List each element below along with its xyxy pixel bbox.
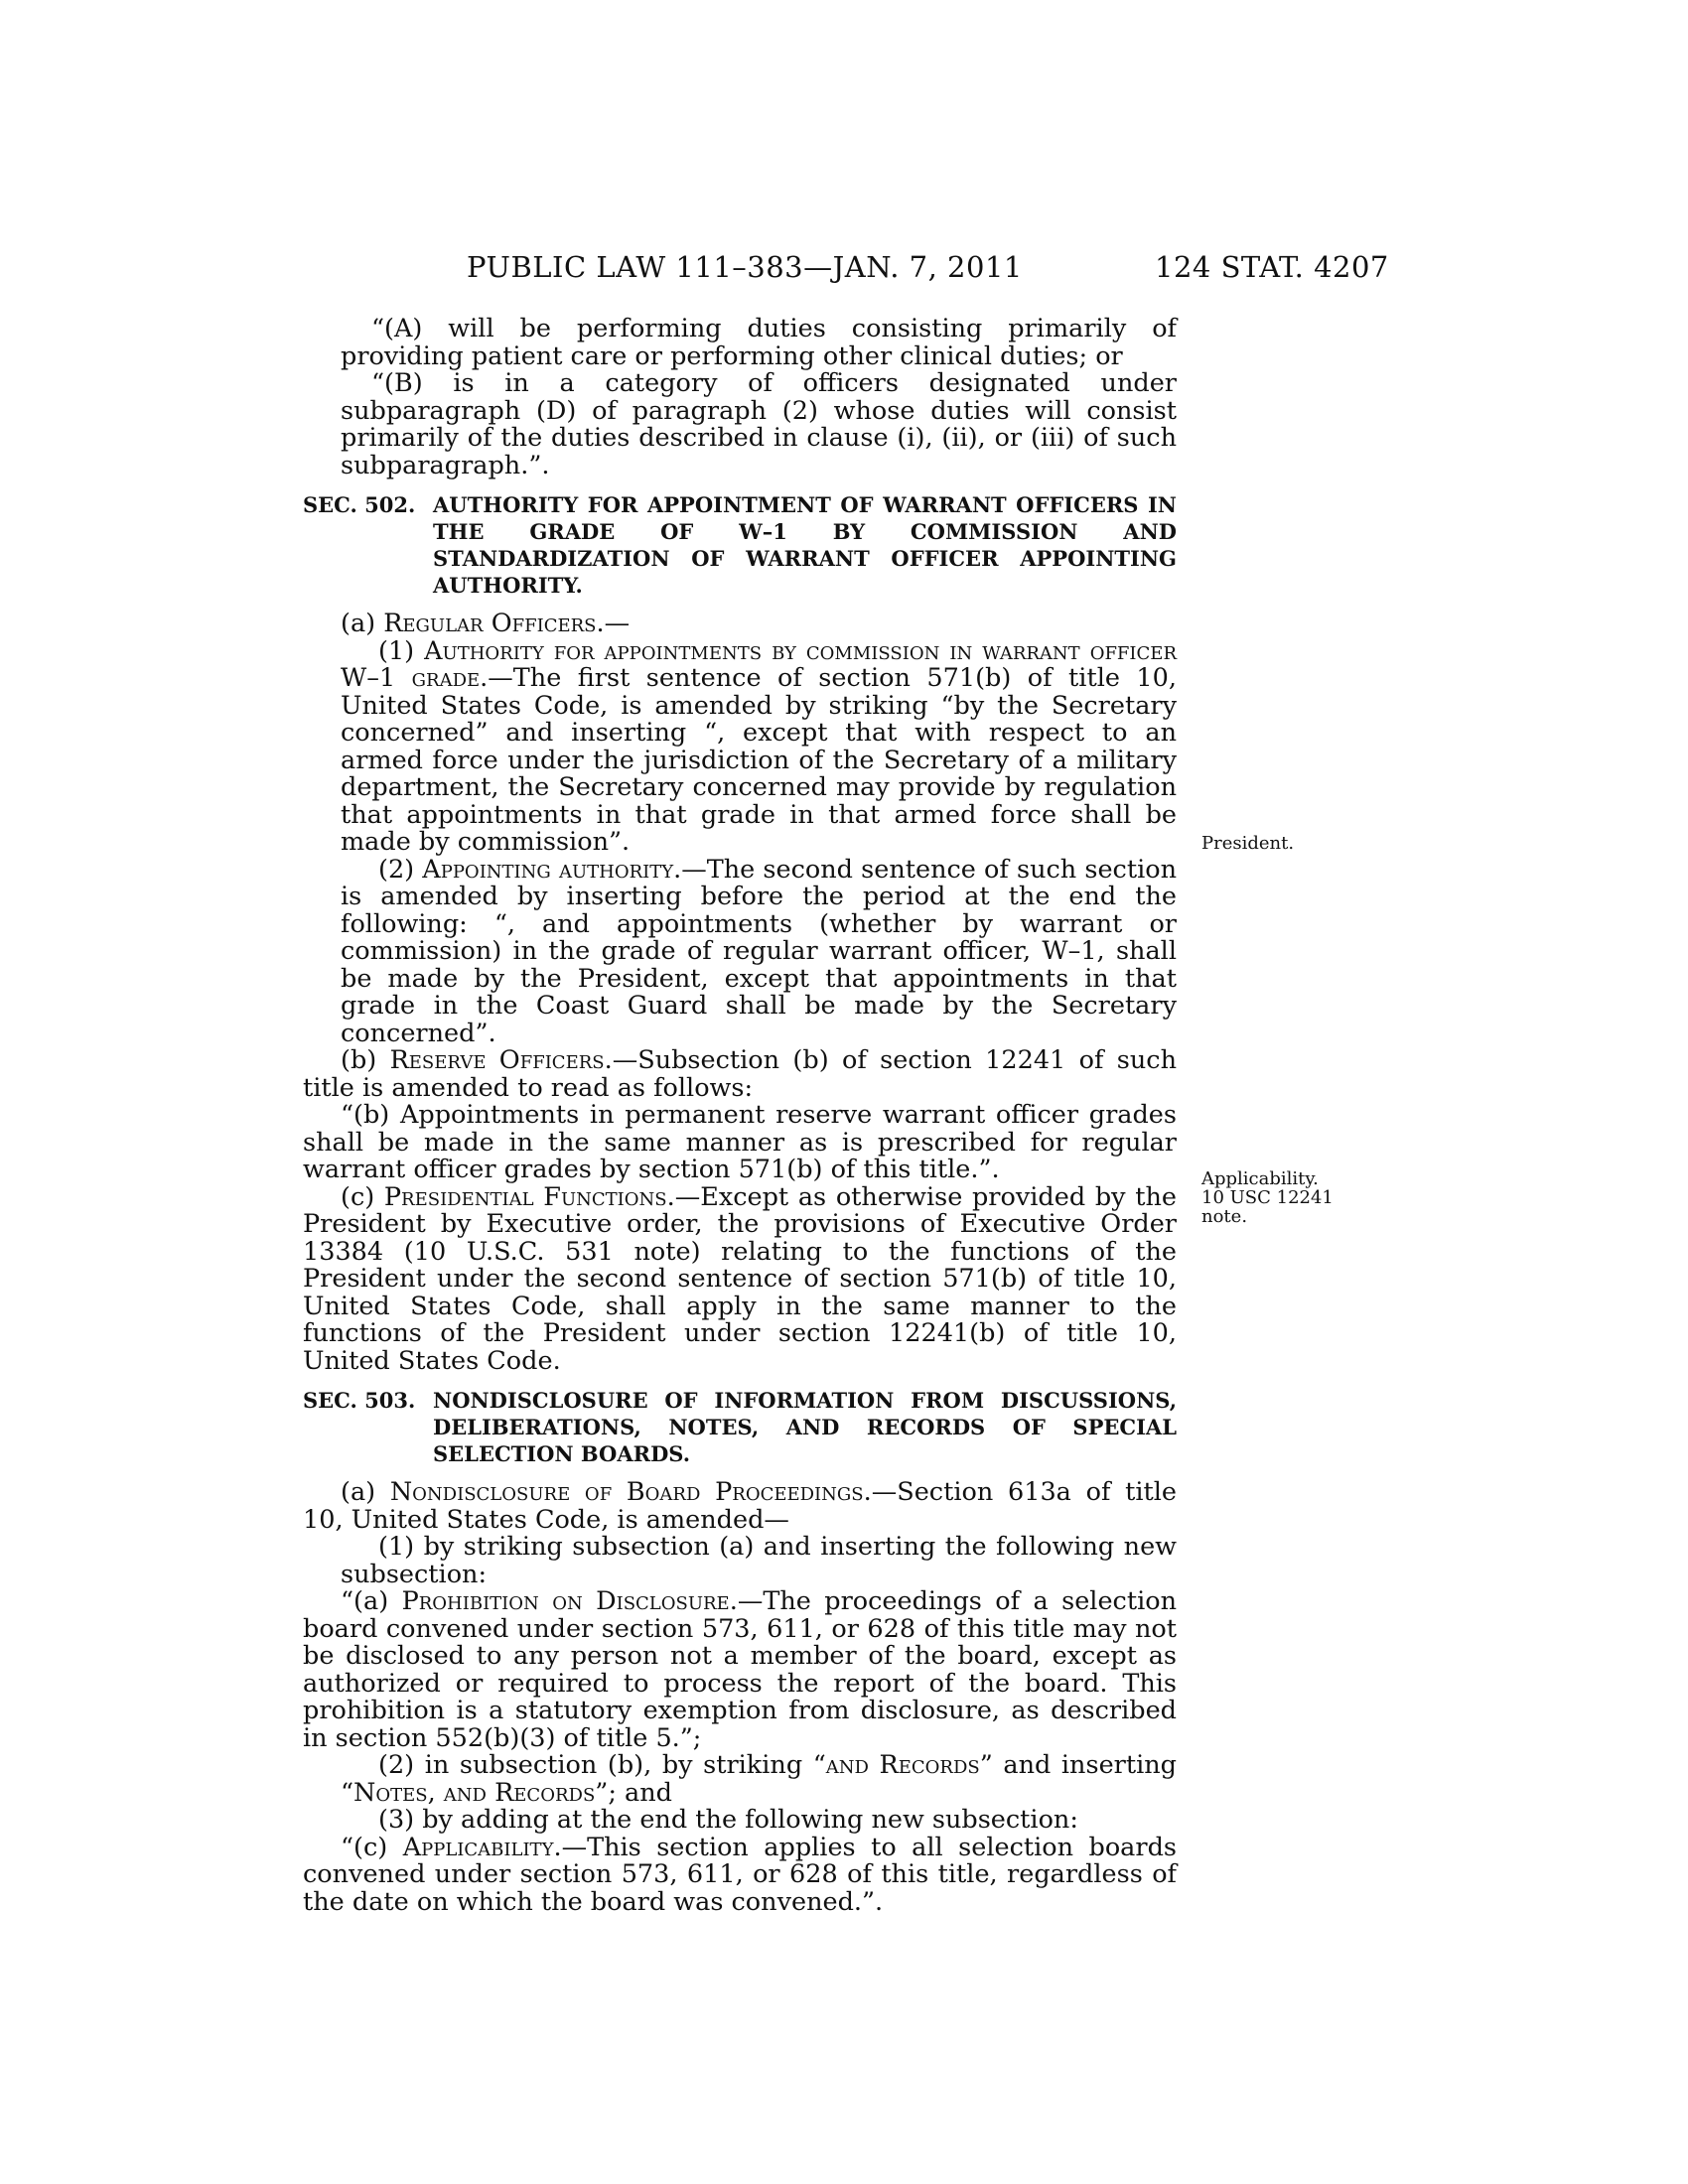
paragraph-503-a-1: (1) by striking subsection (a) and inserting the following new subsection: <box>341 1532 1177 1589</box>
section-503-heading <box>303 1387 1177 1467</box>
subsection-502-a: (a) Regular Officers.— <box>341 609 631 638</box>
paragraph-502-a-2: (2) Appointing authority.—The second sentence of such section is amended by inserting before the period at the end the following: “, and appointments (whether by warrant or commission) in the grade of regular warrant officer, W–1, shall be made by the President, except that appointments in that grade in the Coast Guard shall be made by the Secretary concerned”. <box>341 854 1178 1048</box>
section-502-heading <box>303 491 1177 599</box>
subsection-503-a: (a) Nondisclosure of Board Proceedings.—Section 613a of title 10, United States Code, is amended— <box>303 1477 1178 1535</box>
subsection-502-b: (b) Reserve Officers.—Subsection (b) of section 12241 of such title is amended to read as follows: <box>303 1045 1177 1103</box>
subsection-502-b-quote: “(b) Appointments in permanent reserve warrant officer grades shall be made in the same manner as is prescribed for regular warrant officer grades by section 571(b) of this title.”. <box>303 1100 1177 1184</box>
margin-note-applicability <box>1201 1169 1340 1226</box>
section-503-number: SEC. 503. <box>303 1388 416 1413</box>
subsection-502-c: (c) Presidential Functions.—Except as otherwise provided by the President by Executive order, the provisions of Executive Order 13384 (10 U.S.C. 531 note) relating to the functions of the President under the second sentence of section 571(b) of title 10, United States Code, shall apply in the same manner to the functions of the President under section 12241(b) of title 10, United States Code. <box>303 1181 1178 1376</box>
paragraph-503-a-2: (2) in subsection (b), by striking “and Records” and inserting “Notes, and Records”; and <box>341 1750 1177 1808</box>
section-502-title: AUTHORITY FOR APPOINTMENT OF WARRANT OFFICERS IN THE GRADE OF W–1 BY COMMISSION AND STANDARDIZATION OF WARRANT OFFICER APPOINTING AUTHORITY. <box>433 492 1177 598</box>
quoted-subsection-a: “(a) Prohibition on Disclosure.—The proceedings of a selection board convened under section 573, 611, or 628 of this title may not be disclosed to any person not a member of the board, except as authorized or required to process the report of the board. This prohibition is a statutory exemption from disclosure, as described in section 552(b)(3) of title 5.”; <box>303 1586 1178 1753</box>
paragraph-503-a-3: (3) by adding at the end the following new subsection: <box>378 1805 1078 1835</box>
margin-note-applicability-line3: note. <box>1201 1206 1248 1227</box>
paragraph-b-continued: “(B) is in a category of officers designated under subparagraph (D) of paragraph (2) whose duties will consist primarily of the duties described in clause (i), (ii), or (iii) of such subparagraph.”. <box>341 368 1177 480</box>
quoted-subsection-c: “(c) Applicability.—This section applies to all selection boards convened under section 573, 611, or 628 of this title, regardless of the date on which the board was convened.”. <box>303 1832 1177 1917</box>
margin-note-president: President. <box>1201 833 1295 854</box>
running-head-right: 124 STAT. 4207 <box>1155 250 1389 284</box>
margin-note-applicability-line1: Applicability. <box>1201 1168 1319 1189</box>
paragraph-a-continued: “(A) will be performing duties consisting primarily of providing patient care or performing other clinical duties; or <box>341 314 1177 371</box>
paragraph-502-a-1: (1) Authority for appointments by commission in warrant officer W–1 grade.—The first sentence of section 571(b) of title 10, United States Code, is amended by striking “by the Secretary concerned” and inserting “, except that with respect to an armed force under the jurisdiction of the Secretary of a military department, the Secretary concerned may provide by regulation that appointments in that grade in that armed force shall be made by commission”. <box>341 635 1178 857</box>
margin-note-applicability-line2: 10 USC 12241 <box>1201 1187 1334 1208</box>
section-503-title: NONDISCLOSURE OF INFORMATION FROM DISCUSSIONS, DELIBERATIONS, NOTES, AND RECORDS OF SPECIAL SELECTION BOARDS. <box>433 1388 1177 1466</box>
page-body <box>303 316 1177 1916</box>
running-head-left: PUBLIC LAW 111–383—JAN. 7, 2011 <box>467 250 1023 284</box>
section-502-number: SEC. 502. <box>303 492 416 517</box>
